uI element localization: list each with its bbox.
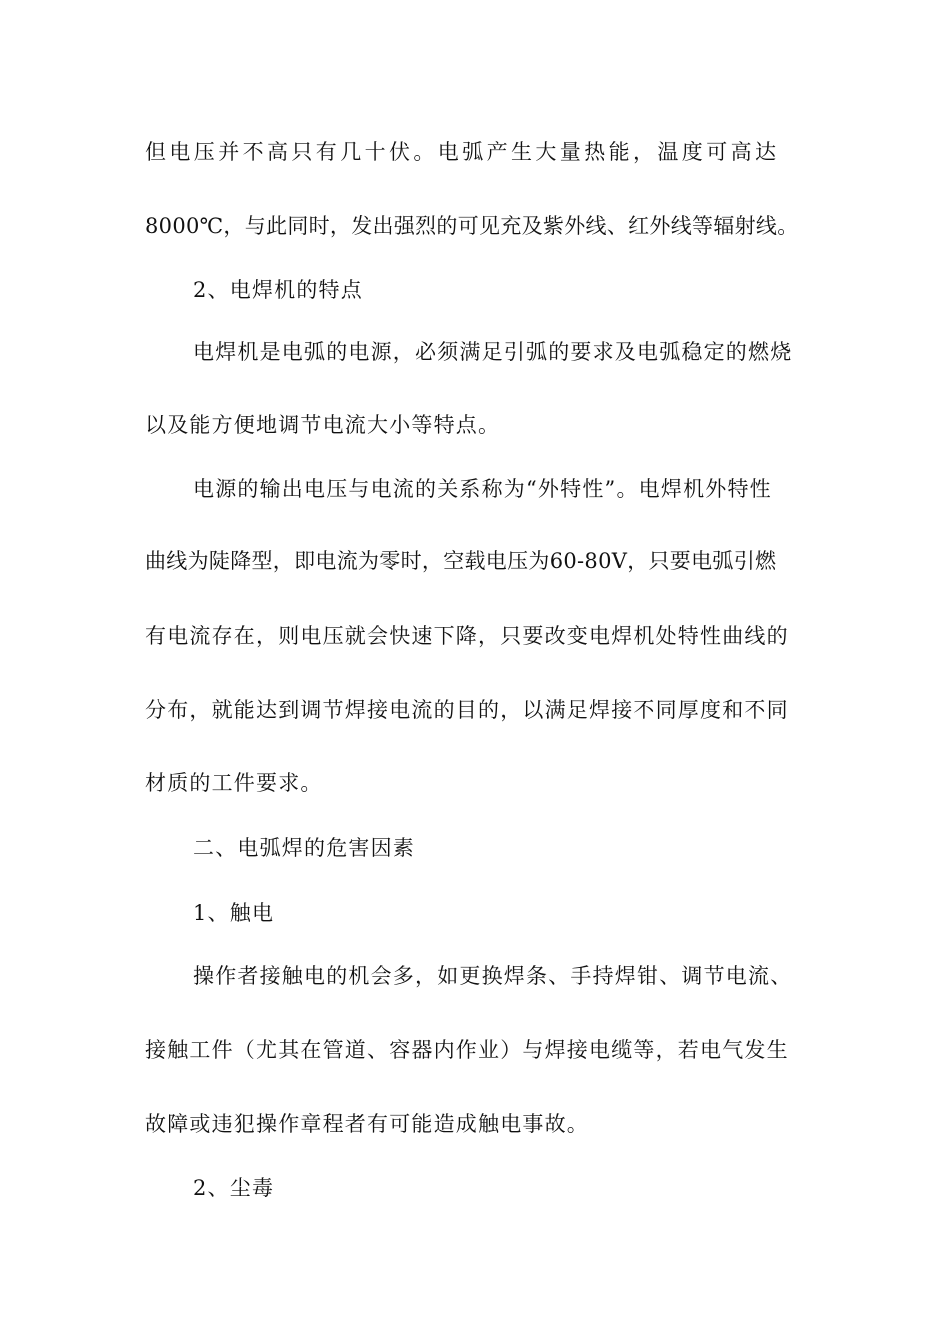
body-text-line: 有电流存在，则电压就会快速下降，只要改变电焊机处特性曲线的 (145, 624, 789, 648)
body-text-line: 分布，就能达到调节焊接电流的目的，以满足焊接不同厚度和不同 (145, 698, 789, 722)
section-heading: 2、电焊机的特点 (193, 278, 363, 302)
body-text-line: 以及能方便地调节电流大小等特点。 (145, 413, 501, 437)
body-text-line: 操作者接触电的机会多，如更换焊条、手持焊钳、调节电流、 (193, 964, 793, 988)
body-text-line: 故障或违犯操作章程者有可能造成触电事故。 (145, 1112, 589, 1136)
body-text-line: 电焊机是电弧的电源，必须满足引弧的要求及电弧稳定的燃烧 (193, 340, 793, 364)
body-text-line: 8000℃，与此同时，发出强烈的可见充及紫外线、红外线等辐射线。 (145, 214, 799, 238)
body-text-line: 接触工件（尤其在管道、容器内作业）与焊接电缆等，若电气发生 (145, 1038, 789, 1062)
body-text-line: 电源的输出电压与电流的关系称为“外特性”。电焊机外特性 (193, 477, 772, 501)
subsection-heading: 1、触电 (193, 901, 275, 925)
subsection-heading: 2、尘毒 (193, 1176, 275, 1200)
body-text-line: 曲线为陡降型，即电流为零时，空载电压为60-80V，只要电弧引燃 (145, 549, 777, 573)
body-text-line: 但电压并不高只有几十伏。电弧产生大量热能，温度可高达 (145, 140, 780, 164)
section-heading: 二、电弧焊的危害因素 (193, 836, 415, 860)
body-text-line: 材质的工件要求。 (145, 771, 323, 795)
